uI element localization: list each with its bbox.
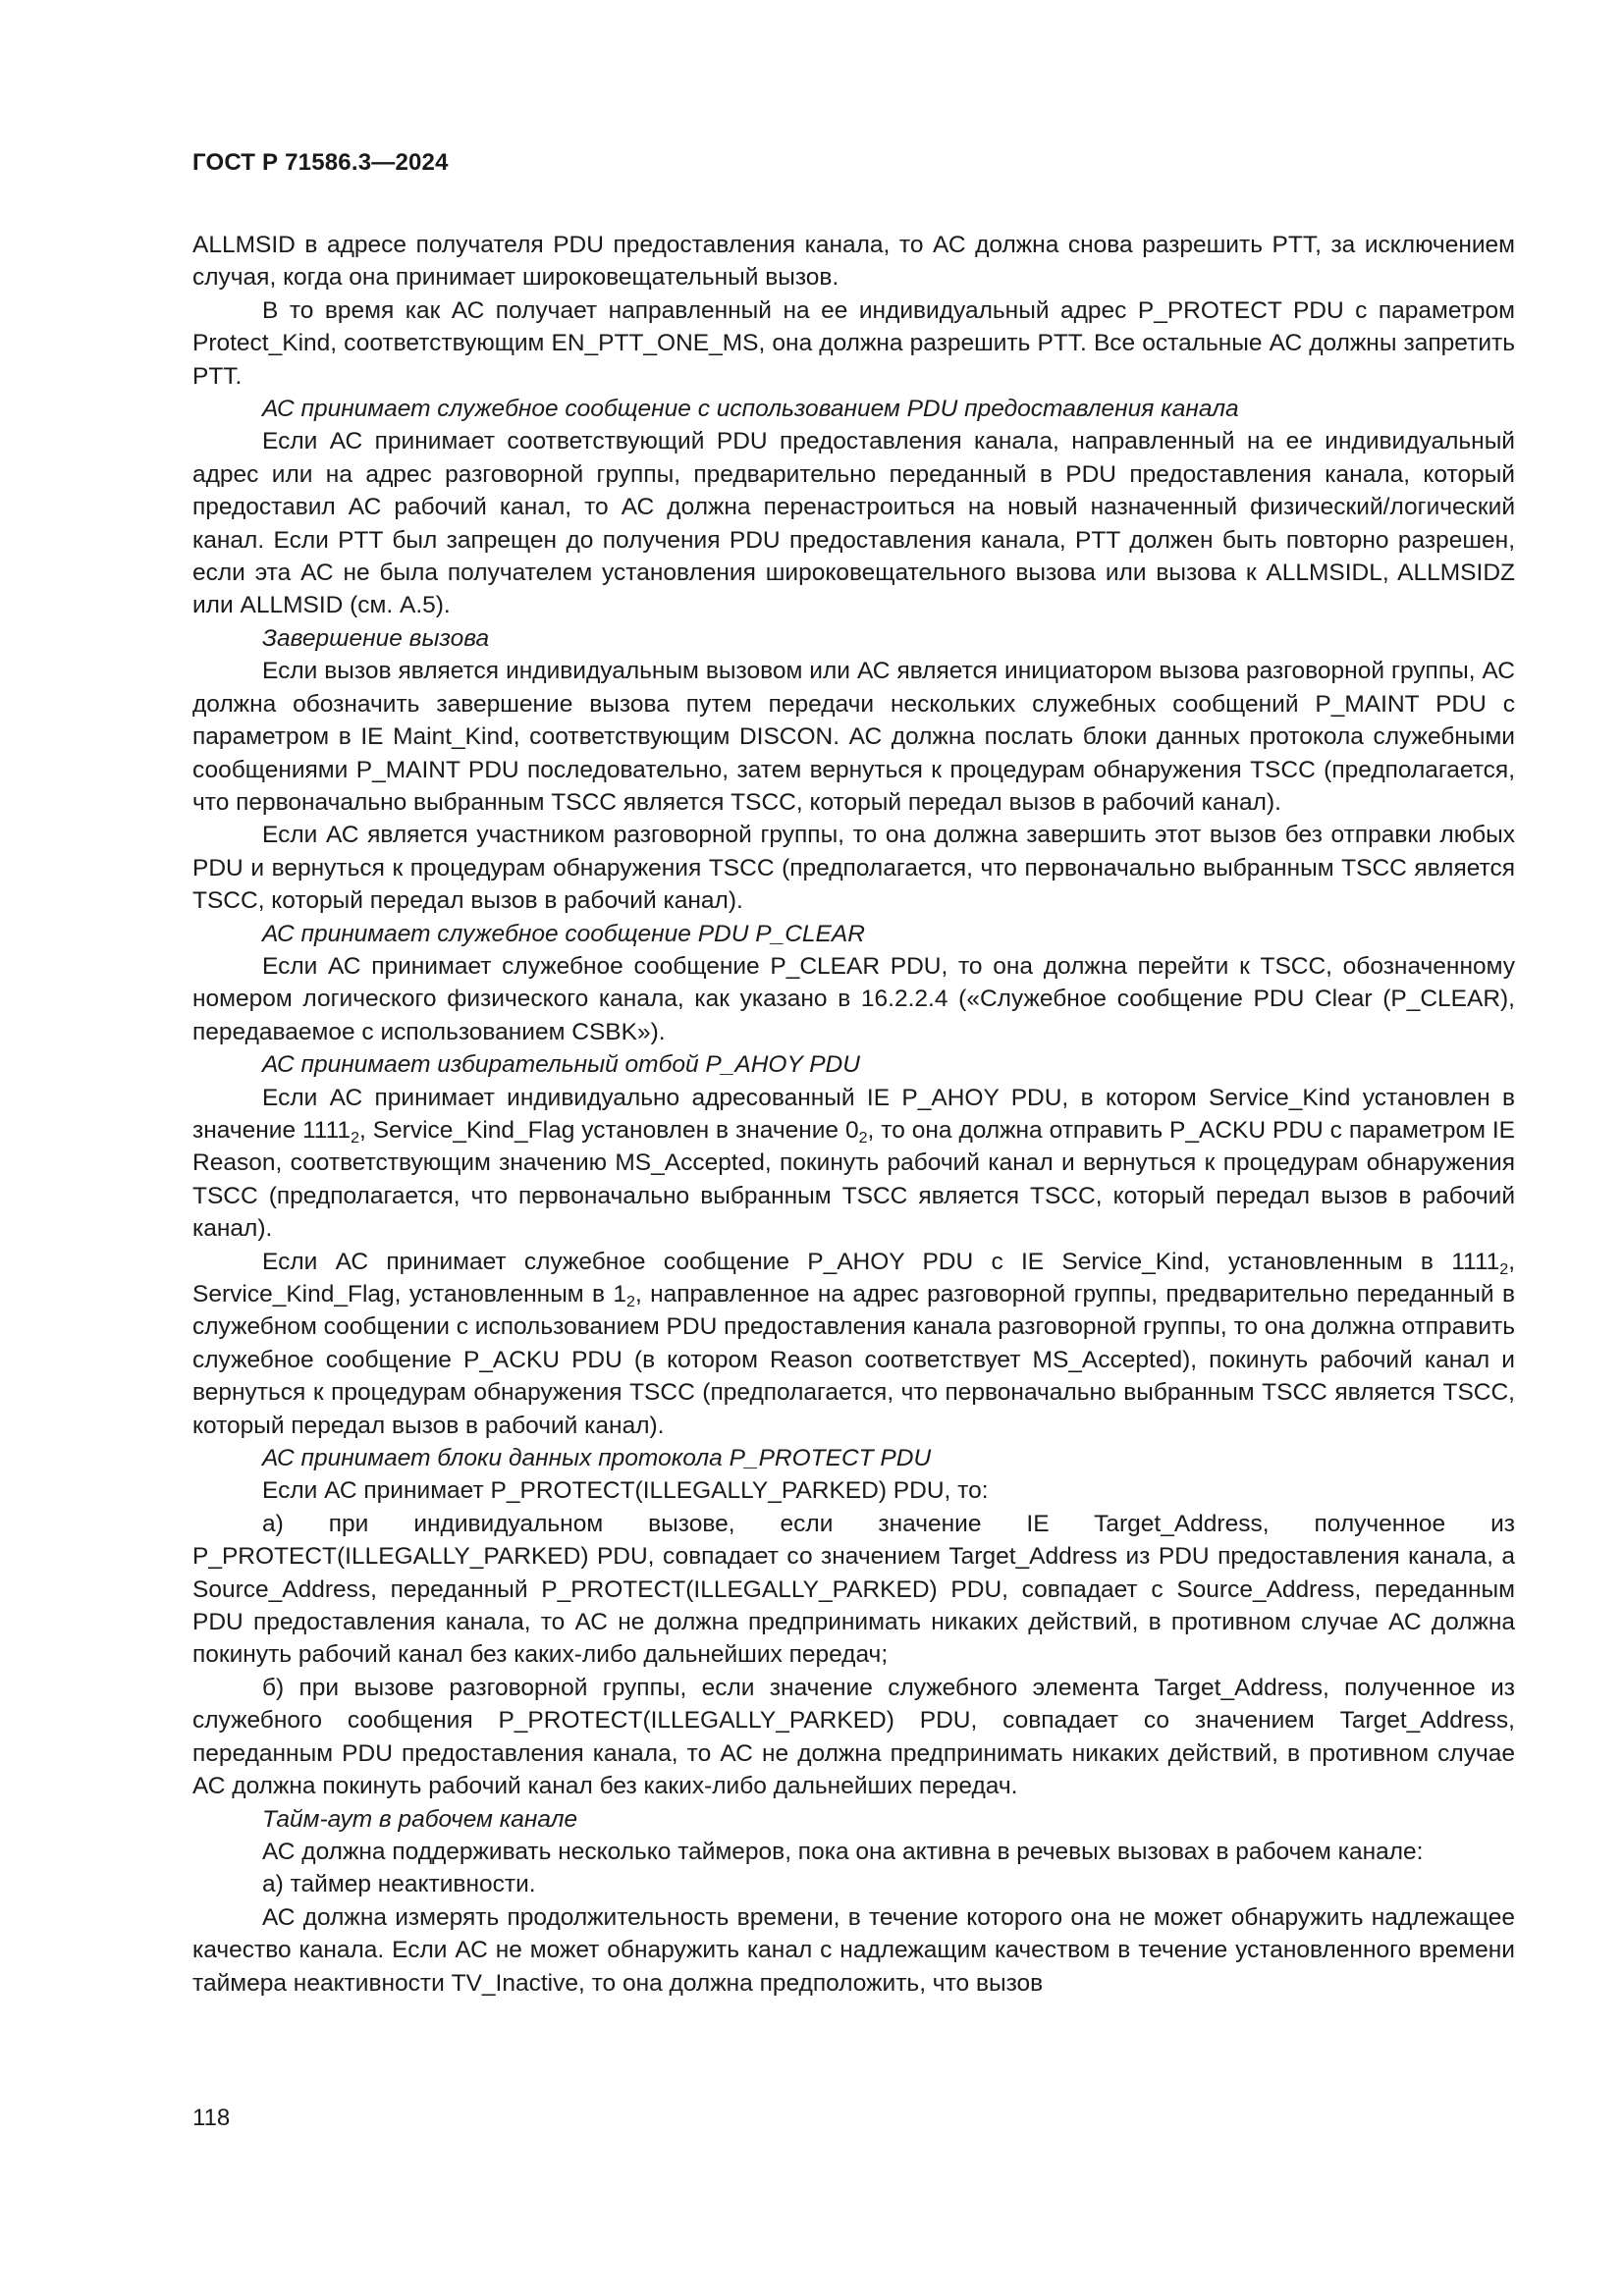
body-paragraph: В то время как АС получает направленный на ее индивидуальный адрес P_PROTECT PDU с параметром Protect_Kind, соответствующим EN_PTT_ONE_MS, она должна разрешить PTT. Все остальные АС должны запретить PTT. [192, 296, 1515, 390]
section-subheading: АС принимает служебное сообщение с использованием PDU предоставления канала [262, 396, 1239, 423]
body-paragraph: Если вызов является индивидуальным вызовом или АС является инициатором вызова разговорной группы, АС должна обозначить завершение вызова путем передачи нескольких служебных сообщений P_MAINT PDU с параметром в IE Maint_Kind, соответствующим DISCON. АС должна послать блоки данных протокола служебными сообщениями P_MAINT PDU последовательно, затем вернуться к процедурам обнаружения TSCC (предполагается, что первоначально выбранным TSCC является TSCC, который передал вызов в рабочий канал). [192, 658, 1515, 816]
body-paragraph: Если АС принимает P_PROTECT(ILLEGALLY_PARKED) PDU, то: [262, 1477, 989, 1505]
document-body [192, 229, 1515, 2000]
section-subheading: АС принимает служебное сообщение PDU P_CLEAR [262, 920, 865, 947]
body-paragraph: ALLMSID в адресе получателя PDU предоставления канала, то АС должна снова разрешить PTT, за исключением случая, когда она принимает широковещательный вызов. [192, 232, 1515, 292]
section-subheading: Тайм-аут в рабочем канале [262, 1805, 578, 1833]
body-paragraph: Если АС принимает индивидуально адресованный IE P_AHOY PDU, в котором Service_Kind установлен в значение $1111_2$, Service_Kind_Flag установлен в значение $0_2$, то она должна отправить P_ACKU PDU с параметром IE Reason, соответствующим значению MS_Accepted, покинуть рабочий канал и вернуться к процедурам обнаружения TSCC (предполагается, что первоначально выбранным TSCC является TSCC, который передал вызов в рабочий канал). [192, 1084, 1516, 1243]
section-subheading: Завершение вызова [262, 624, 490, 652]
body-paragraph: Если АС принимает служебное сообщение P_CLEAR PDU, то она должна перейти к TSCC, обозначенному номером логического физического канала, как указано в 16.2.2.4 («Служебное сообщение PDU Clear (P_CLEAR), передаваемое с использованием CSBK»). [192, 952, 1515, 1045]
body-paragraph: Если АС является участником разговорной группы, то она должна завершить этот вызов без отправки любых PDU и вернуться к процедурам обнаружения TSCC (предполагается, что первоначально выбранным TSCC является TSCC, который передал вызов в рабочий канал). [192, 822, 1515, 915]
body-paragraph: Если АС принимает соответствующий PDU предоставления канала, направленный на ее индивидуальный адрес или на адрес разговорной группы, предварительно переданный в PDU предоставления канала, который предоставил АС рабочий канал, то АС должна перенастроиться на новый назначенный физический/логический канал. Если PTT был запрещен до получения PDU предоставления канала, PTT должен быть повторно разрешен, если эта АС не была получателем установления широковещательного вызова или вызова к ALLMSIDL, ALLMSIDZ или ALLMSID (см. А.5). [192, 428, 1515, 619]
page-number: 118 [192, 2105, 231, 2131]
section-subheading: АС принимает блоки данных протокола P_PROTECT PDU [262, 1445, 932, 1472]
body-paragraph: Если АС принимает служебное сообщение P_AHOY PDU с IE Service_Kind, установленным в $1111_2$, Service_Kind_Flag, установленным в $1_2$, направленное на адрес разговорной группы, предварительно переданный в служебном сообщении с использованием PDU предоставления канала разговорной группы, то она должна отправить служебное сообщение P_ACKU PDU (в котором Reason соответствует MS_Accepted), покинуть рабочий канал и вернуться к процедурам обнаружения TSCC (предполагается, что первоначально выбранным TSCC является TSCC, который передал вызов в рабочий канал). [192, 1248, 1515, 1439]
section-subheading: АС принимает избирательный отбой P_AHOY PDU [262, 1051, 860, 1079]
body-paragraph: б) при вызове разговорной группы, если значение служебного элемента Target_Address, полученное из служебного сообщения P_PROTECT(ILLEGALLY_PARKED) PDU, совпадает со значением Target_Address, переданным PDU предоставления канала, то АС не должна предпринимать никаких действий, в противном случае АС должна покинуть рабочий канал без каких-либо дальнейших передач. [192, 1674, 1515, 1800]
body-paragraph: а) при индивидуальном вызове, если значение IE Target_Address, полученное из P_PROTECT(ILLEGALLY_PARKED) PDU, совпадает со значением Target_Address из PDU предоставления канала, а Source_Address, переданный P_PROTECT(ILLEGALLY_PARKED) PDU, совпадает с Source_Address, переданным PDU предоставления канала, то АС не должна предпринимать никаких действий, в противном случае АС должна покинуть рабочий канал без каких-либо дальнейших передач; [192, 1510, 1515, 1669]
standard-header: ГОСТ Р 71586.3—2024 [192, 149, 449, 176]
body-paragraph: АС должна поддерживать несколько таймеров, пока она активна в речевых вызовах в рабочем канале: [262, 1838, 1424, 1865]
body-paragraph: АС должна измерять продолжительность времени, в течение которого она не может обнаружить надлежащее качество канала. Если АС не может обнаружить канал с надлежащим качеством в течение установленного времени таймера неактивности TV_Inactive, то она должна предположить, что вызов [192, 1903, 1515, 1997]
body-paragraph: а) таймер неактивности. [262, 1871, 536, 1898]
